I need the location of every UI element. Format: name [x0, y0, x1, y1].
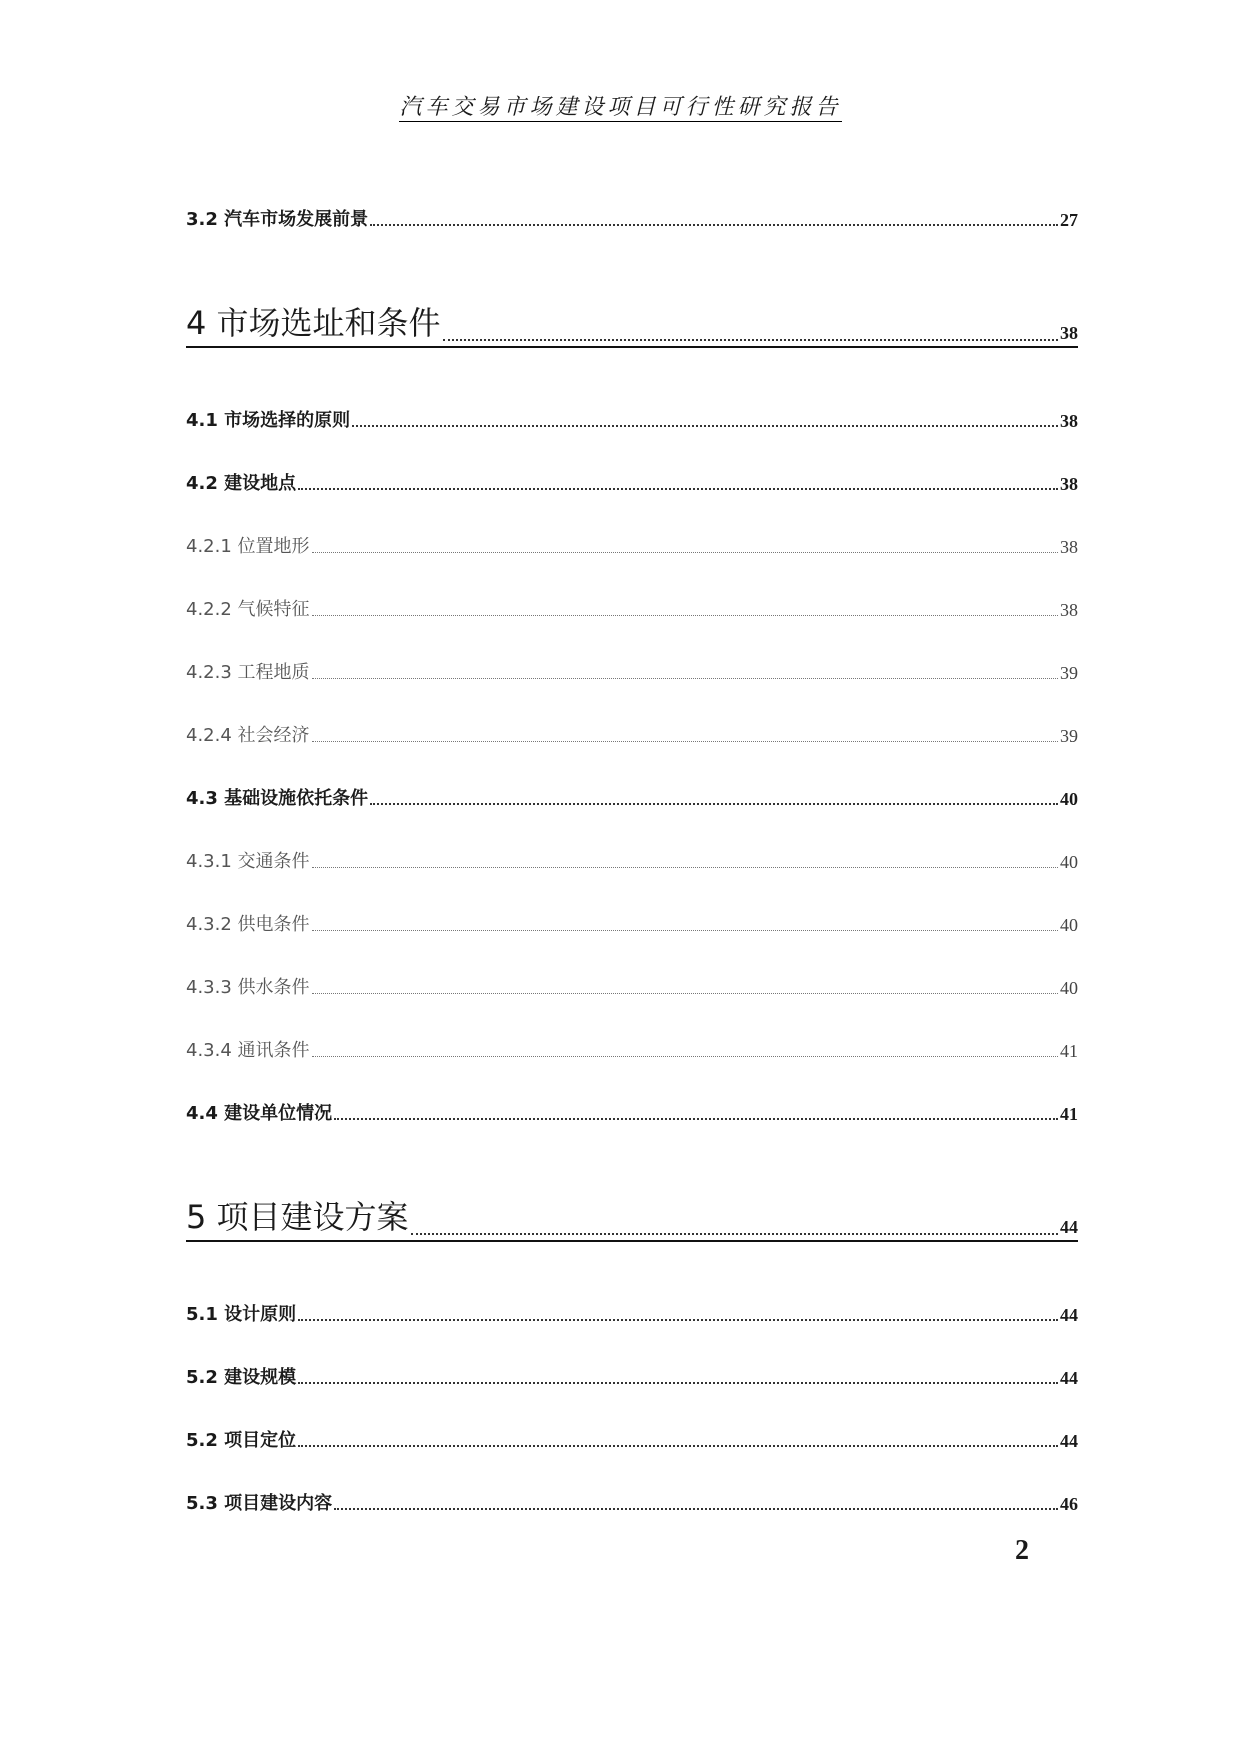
toc-page: 41 [1060, 1104, 1078, 1124]
toc-page: 40 [1060, 852, 1078, 872]
toc-entry[interactable] [186, 1426, 1078, 1452]
toc-page: 27 [1060, 210, 1078, 230]
toc-number: 5.1 [186, 1304, 218, 1325]
toc-leader [312, 1056, 1058, 1057]
toc-entry[interactable] [186, 1363, 1078, 1389]
toc-number: 4.3.4 [186, 1040, 232, 1061]
toc-leader [312, 930, 1058, 931]
toc-page: 44 [1060, 1368, 1078, 1388]
toc-title: 建设地点 [224, 473, 297, 494]
toc-title: 项目建设内容 [224, 1493, 333, 1514]
toc-entry[interactable] [186, 406, 1078, 432]
toc-number: 4.3.1 [186, 851, 232, 872]
toc-number: 5.2 [186, 1367, 218, 1388]
toc-page: 44 [1060, 1305, 1078, 1325]
toc-chapter-entry[interactable] [186, 1192, 1078, 1242]
toc-number: 3.2 [186, 209, 218, 230]
toc-entry[interactable] [186, 1300, 1078, 1326]
toc-leader [312, 867, 1058, 868]
toc-title: 基础设施依托条件 [224, 788, 369, 809]
toc-title: 位置地形 [237, 536, 310, 557]
toc-number: 4.2.2 [186, 599, 232, 620]
toc-title: 市场选择的原则 [224, 410, 351, 431]
toc-page: 40 [1060, 789, 1078, 809]
running-header-title: 汽车交易市场建设项目可行性研究报告 [399, 95, 842, 120]
toc-leader [298, 488, 1058, 490]
toc-page: 44 [1060, 1217, 1078, 1237]
toc-page: 38 [1060, 323, 1078, 343]
toc-entry[interactable] [186, 1099, 1078, 1125]
toc-title: 交通条件 [237, 851, 310, 872]
toc-title: 汽车市场发展前景 [224, 209, 369, 230]
toc-title: 气候特征 [237, 599, 310, 620]
toc-number: 4.4 [186, 1103, 218, 1124]
toc-leader [411, 1233, 1058, 1235]
toc-leader [298, 1382, 1058, 1384]
toc-leader [312, 741, 1058, 742]
toc-entry[interactable] [186, 595, 1078, 621]
toc-entry[interactable] [186, 469, 1078, 495]
toc-entry[interactable] [186, 721, 1078, 747]
toc-number: 5.2 [186, 1430, 218, 1451]
toc-number: 4.3.2 [186, 914, 232, 935]
toc-page: 44 [1060, 1431, 1078, 1451]
toc-leader [298, 1445, 1058, 1447]
toc-page: 39 [1060, 726, 1078, 746]
toc-page: 38 [1060, 537, 1078, 557]
toc-number: 4.2.1 [186, 536, 232, 557]
toc-leader [334, 1508, 1058, 1510]
toc-leader [312, 993, 1058, 994]
toc-title: 设计原则 [224, 1304, 297, 1325]
toc-number: 5 [186, 1198, 207, 1236]
toc-title: 建设规模 [224, 1367, 297, 1388]
toc-title: 通讯条件 [237, 1040, 310, 1061]
toc-entry[interactable] [186, 910, 1078, 936]
toc-entry[interactable] [186, 532, 1078, 558]
toc-leader [370, 224, 1058, 226]
toc-leader [352, 425, 1058, 427]
toc-number: 5.3 [186, 1493, 218, 1514]
toc-title: 建设单位情况 [224, 1103, 333, 1124]
toc-page: 46 [1060, 1494, 1078, 1514]
toc-leader [370, 803, 1058, 805]
toc-number: 4.2 [186, 473, 218, 494]
toc-leader [312, 615, 1058, 616]
toc-title: 项目建设方案 [216, 1198, 409, 1236]
toc-page: 41 [1060, 1041, 1078, 1061]
toc-leader [312, 678, 1058, 679]
running-header [0, 90, 1241, 121]
toc-page: 38 [1060, 600, 1078, 620]
toc-title: 供电条件 [237, 914, 310, 935]
toc-leader [312, 552, 1058, 553]
toc-page: 38 [1060, 411, 1078, 431]
toc-entry[interactable] [186, 1036, 1078, 1062]
toc-number: 4.1 [186, 410, 218, 431]
toc-number: 4.3 [186, 788, 218, 809]
toc-entry[interactable] [186, 658, 1078, 684]
toc-number: 4.2.3 [186, 662, 232, 683]
toc-title: 供水条件 [237, 977, 310, 998]
toc-number: 4.3.3 [186, 977, 232, 998]
toc-page: 40 [1060, 915, 1078, 935]
toc-number: 4.2.4 [186, 725, 232, 746]
toc-number: 4 [186, 304, 207, 342]
toc-title: 工程地质 [237, 662, 310, 683]
toc-page: 39 [1060, 663, 1078, 683]
toc-entry[interactable] [186, 847, 1078, 873]
toc-chapter-entry[interactable] [186, 298, 1078, 348]
toc-entry[interactable] [186, 1489, 1078, 1515]
toc-entry[interactable] [186, 784, 1078, 810]
toc-title: 社会经济 [237, 725, 310, 746]
toc-title: 项目定位 [224, 1430, 297, 1451]
toc-page: 38 [1060, 474, 1078, 494]
toc-page: 40 [1060, 978, 1078, 998]
toc-leader [298, 1319, 1058, 1321]
toc-entry[interactable] [186, 973, 1078, 999]
page-number: 2 [1015, 1535, 1029, 1566]
toc-leader [334, 1118, 1058, 1120]
toc-entry[interactable] [186, 205, 1078, 231]
toc-title: 市场选址和条件 [216, 304, 441, 342]
toc-leader [443, 339, 1058, 341]
